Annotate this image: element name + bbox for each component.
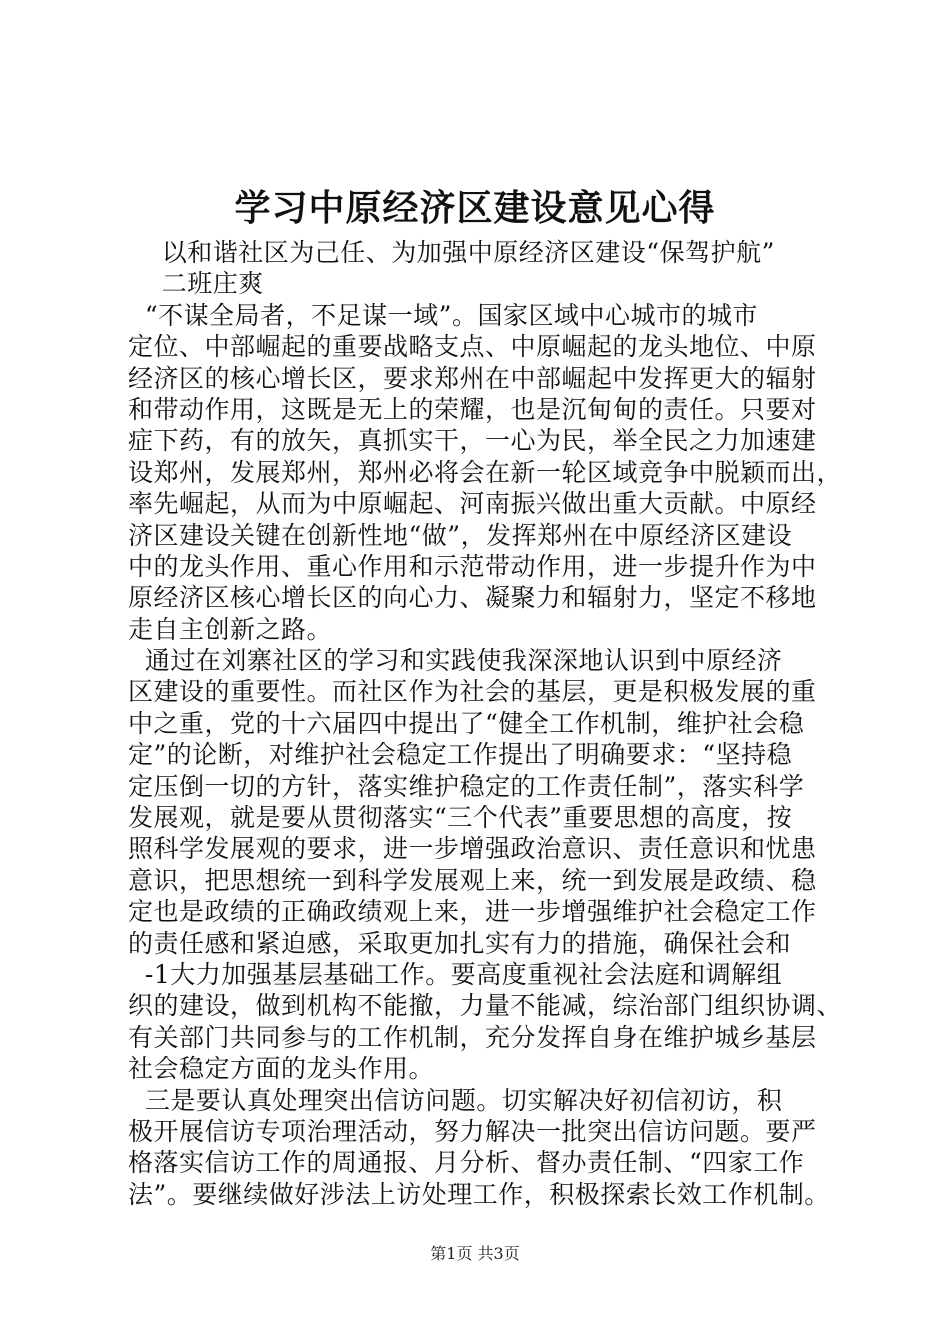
- text-line: 有关部门共同参与的工作机制，充分发挥自身在维护城乡基层: [128, 1022, 817, 1052]
- text-line: 原经济区核心增长区的向心力、凝聚力和辐射力，坚定不移地: [128, 583, 817, 613]
- text-line: 以和谐社区为己任、为加强中原经济区建设“保驾护航”: [128, 238, 775, 267]
- text-line: 定也是政绩的正确政绩观上来，进一步增强维护社会稳定工作: [128, 897, 817, 927]
- text-line: 症下药，有的放矢，真抓实干，一心为民，举全民之力加速建: [128, 426, 817, 456]
- text-line: 意识，把思想统一到科学发展观上来，统一到发展是政绩、稳: [128, 865, 817, 895]
- text-line: 定位、中部崛起的重要战略支点、中原崛起的龙头地位、中原: [128, 332, 817, 362]
- text-line: 格落实信访工作的周通报、月分析、督办责任制、“四家工作: [128, 1148, 805, 1178]
- text-line: 二班庄爽: [128, 269, 264, 299]
- document-body: [128, 237, 858, 1210]
- page-number-footer: 第1页 共3页: [430, 1244, 520, 1263]
- text-line: 区建设的重要性。而社区作为社会的基层，更是积极发展的重: [128, 677, 817, 707]
- text-line: 定”的论断，对维护社会稳定工作提出了明确要求：“坚持稳: [128, 740, 793, 770]
- text-line: 织的建设，做到机构不能撤，力量不能减，综治部门组织协调、: [128, 991, 843, 1021]
- text-line: 经济区的核心增长区，要求郑州在中部崛起中发挥更大的辐射: [128, 363, 817, 393]
- text-line: 的责任感和紧迫感，采取更加扎实有力的措施，确保社会和: [128, 928, 792, 958]
- text-line: “不谋全局者，不足谋一域”。国家区域中心城市的城市: [128, 300, 758, 330]
- text-line: 走自主创新之路。: [128, 614, 333, 644]
- text-line: 率先崛起，从而为中原崛起、河南振兴做出重大贡献。中原经: [128, 489, 817, 519]
- text-line: 济区建设关键在创新性地“做”，发挥郑州在中原经济区建设: [128, 520, 793, 550]
- text-line: 通过在刘寨社区的学习和实践使我深深地认识到中原经济: [128, 646, 783, 676]
- text-line: 定压倒一切的方针，落实维护稳定的工作责任制”，落实科学: [128, 771, 805, 801]
- text-line: 中的龙头作用、重心作用和示范带动作用，进一步提升作为中: [128, 551, 817, 581]
- text-line: 极开展信访专项治理活动，努力解决一批突出信访问题。要严: [128, 1116, 817, 1146]
- text-line: 发展观，就是要从贯彻落实“三个代表”重要思想的高度，按: [128, 803, 793, 833]
- text-line: 三是要认真处理突出信访问题。切实解决好初信初访，积: [128, 1085, 783, 1115]
- text-line: 和带动作用，这既是无上的荣耀，也是沉甸甸的责任。只要对: [128, 394, 817, 424]
- text-line: 照科学发展观的要求，进一步增强政治意识、责任意识和忧患: [128, 834, 817, 864]
- text-line: -1大力加强基层基础工作。要高度重视社会法庭和调解组: [128, 959, 783, 989]
- text-line: 设郑州，发展郑州，郑州必将会在新一轮区域竞争中脱颖而出，: [128, 457, 843, 487]
- document-title: 学习中原经济区建设意见心得: [234, 187, 716, 229]
- text-line: 中之重，党的十六届四中提出了“健全工作机制，维护社会稳: [128, 708, 805, 738]
- text-line: 法”。要继续做好涉法上访处理工作，积极探索长效工作机制。: [128, 1179, 830, 1209]
- text-line: 社会稳定方面的龙头作用。: [128, 1054, 435, 1084]
